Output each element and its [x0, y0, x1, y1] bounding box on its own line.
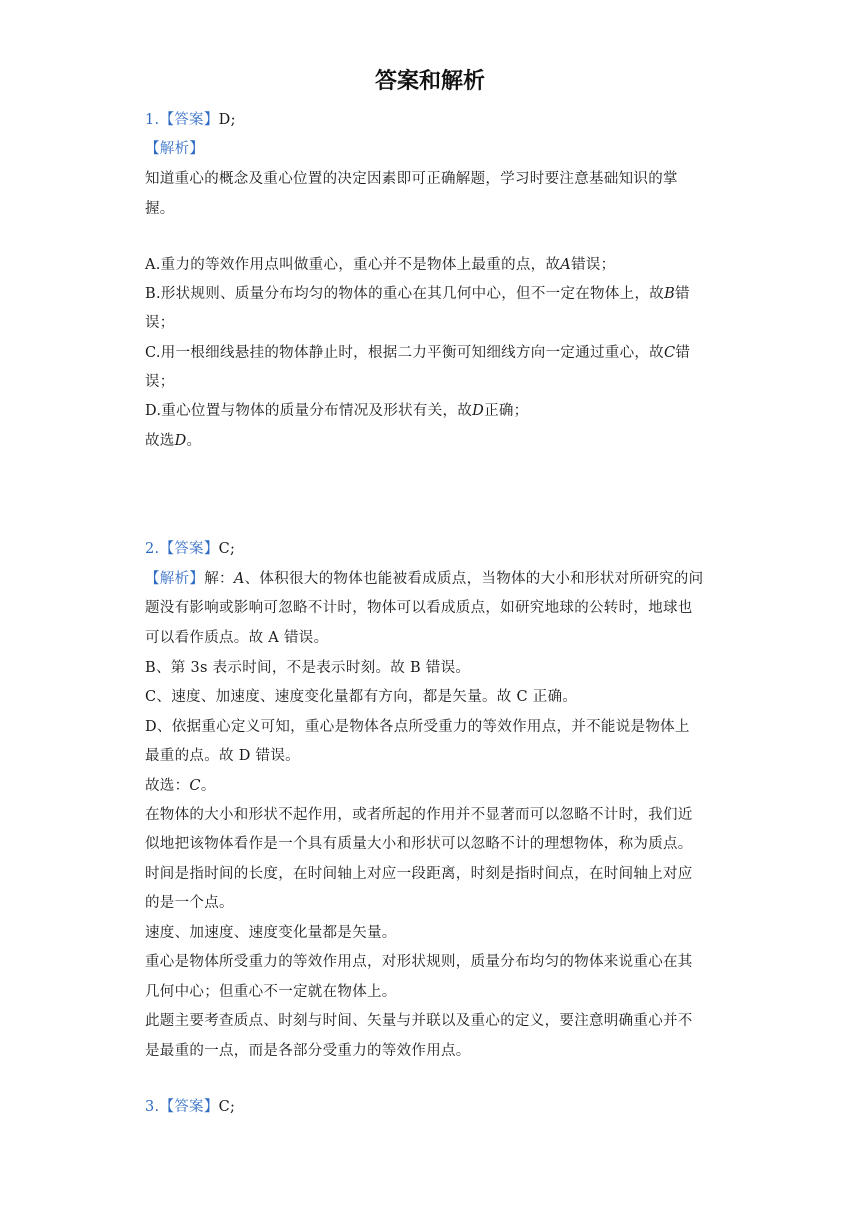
- answer-label: 【答案】: [159, 541, 219, 557]
- q2-line: C、速度、加速度、速度变化量都有方向，都是矢量。故 C 正确。: [145, 689, 578, 705]
- q1-line: 误；: [145, 374, 175, 390]
- q2-line: 此题主要考查质点、时刻与时间、矢量与并联以及重心的定义，要注意明确重心并不: [145, 1013, 693, 1029]
- page-title: 答案和解析: [374, 69, 485, 94]
- q1-analysis-label: 【解析】: [145, 141, 205, 157]
- q3-answer: C;: [218, 1099, 236, 1115]
- q1-line: 握。: [145, 201, 175, 217]
- q1-option-a: A.重力的等效作用点叫做重心，重心并不是物体上最重的点，故A错误；: [145, 257, 616, 273]
- q2-line: D、依据重心定义可知，重心是物体各点所受重力的等效作用点，并不能说是物体上: [145, 719, 690, 735]
- q2-line: 重心是物体所受重力的等效作用点，对形状规则，质量分布均匀的物体来说重心在其: [145, 954, 693, 970]
- q1-line: 知道重心的概念及重心位置的决定因素即可正确解题，学习时要注意基础知识的掌: [145, 171, 678, 187]
- q2-line: 可以看作质点。故 A 错误。: [145, 630, 329, 646]
- q3-answer-line: [145, 1097, 235, 1117]
- q2-answer: C;: [218, 541, 236, 557]
- q3-number: 3.: [145, 1099, 160, 1115]
- q2-analysis-first-line: 【解析】解：A、体积很大的物体也能被看成质点，当物体的大小和形状对所研究的问: [145, 571, 704, 587]
- q2-answer-line: [145, 539, 235, 559]
- q1-option-c: C.用一根细线悬挂的物体静止时，根据二力平衡可知细线方向一定通过重心，故C错: [145, 345, 691, 361]
- q2-line: 速度、加速度、速度变化量都是矢量。: [145, 925, 397, 941]
- q2-number: 2.: [145, 541, 160, 557]
- q2-line: 的是一个点。: [145, 895, 234, 911]
- q2-line: 最重的点。故 D 错误。: [145, 748, 300, 764]
- q1-conclusion: 故选D。: [145, 433, 202, 449]
- q1-option-b: B.形状规则、质量分布均匀的物体的重心在其几何中心，但不一定在物体上，故B错: [145, 286, 690, 302]
- q1-answer: D;: [218, 112, 236, 128]
- q2-line: 题没有影响或影响可忽略不计时，物体可以看成质点，如研究地球的公转时，地球也: [145, 600, 693, 616]
- analysis-label: 【解析】: [145, 571, 205, 587]
- q2-line: 几何中心；但重心不一定就在物体上。: [145, 984, 397, 1000]
- q1-option-d: D.重心位置与物体的质量分布情况及形状有关，故D正确；: [145, 403, 529, 419]
- q1-number: 1.: [145, 112, 160, 128]
- q2-line: 是最重的一点，而是各部分受重力的等效作用点。: [145, 1043, 471, 1059]
- answer-label: 【答案】: [159, 112, 219, 128]
- q1-line: 误；: [145, 315, 175, 331]
- q2-line: 在物体的大小和形状不起作用，或者所起的作用并不显著而可以忽略不计时，我们近: [145, 807, 693, 823]
- q2-line: 时间是指时间的长度，在时间轴上对应一段距离，时刻是指时间点，在时间轴上对应: [145, 866, 693, 882]
- q2-line: B、第 3s 表示时间，不是表示时刻。故 B 错误。: [145, 660, 471, 676]
- q2-conclusion: 故选：C。: [145, 778, 216, 794]
- q2-line: 似地把该物体看作是一个具有质量大小和形状可以忽略不计的理想物体，称为质点。: [145, 836, 693, 852]
- q1-answer-line: [145, 110, 236, 130]
- answer-label: 【答案】: [159, 1099, 219, 1115]
